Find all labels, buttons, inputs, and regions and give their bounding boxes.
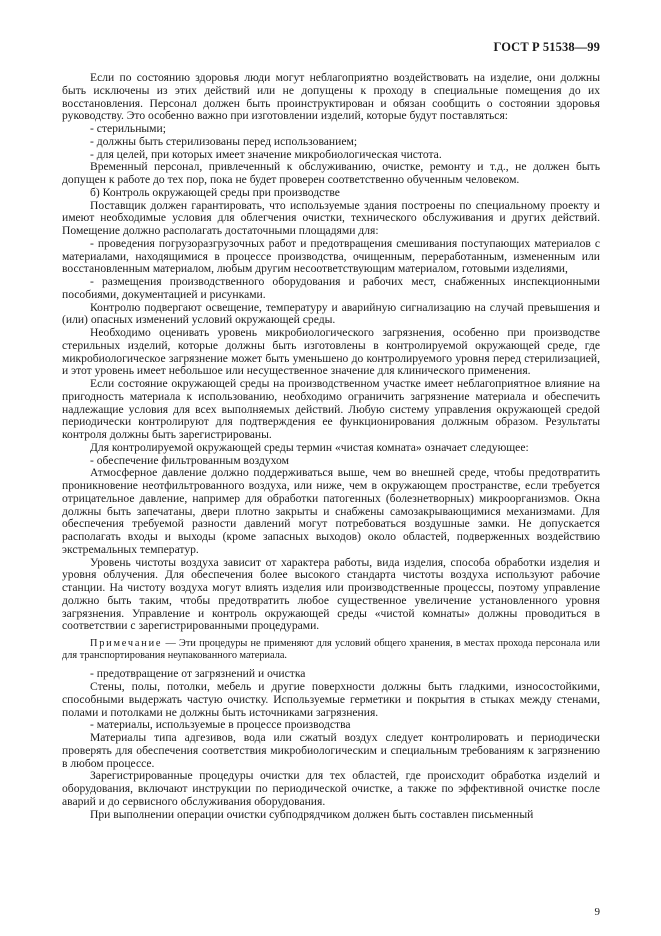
paragraph: Поставщик должен гарантировать, что используемые здания построены по специальному проекту и имеют необходимые условия для облегчения очистки, технического обслуживания и других действий. Помещение должно располагать достаточными площадями для: (62, 198, 600, 237)
paragraph: Уровень чистоты воздуха зависит от характера работы, вида изделия, способа обработки изделия и уровня облучения. Для обеспечения более высокого стандарта чистоты воздуха используют рабочие станции. На чистоту воздуха могут влиять изделия или производственные процессы, поэтому управление должно быть таким, чтобы предотвратить любое существенное увеличение установленного уровня загрязнения. Управление и контроль окружающей среды «чистой комнаты» должны проводиться в соответствии с зарегистрированными процедурами. (62, 555, 600, 633)
note (62, 638, 600, 662)
list-item: - для целей, при которых имеет значение микробиологическая чистота. (90, 147, 442, 161)
list-item: - материалы, используемые в процессе производства (90, 718, 351, 732)
paragraph: Необходимо оценивать уровень микробиологического загрязнения, особенно при производстве стерильных изделий, которые должны быть изготовлены в контролируемой окружающей среде, где микробиологическое загрязнение может быть уменьшено до контролируемого уровня перед стерилизацией, и этот уровень имеет небольшое или несущественное значение для клинического применения. (62, 326, 600, 378)
list-item: - обеспечение фильтрованным воздухом (90, 453, 289, 467)
page-body (62, 72, 600, 821)
paragraph: Если состояние окружающей среды на производственном участке имеет неблагоприятное влияние на пригодность материала к использованию, необходимо ограничить загрязнение материала и обеспечить надлежащие условия для всех выполняемых действий. Любую систему управления окружающей средой периодически контролируют для подтверждения ее функционирования должным образом. Результаты контроля должны быть зарегистрированы. (62, 377, 600, 441)
document-header: ГОСТ Р 51538—99 (493, 40, 600, 54)
paragraph: Для контролируемой окружающей среды термин «чистая комната» означает следующее: (90, 440, 529, 454)
list-item: - стерильными; (90, 122, 166, 135)
paragraph: Временный персонал, привлеченный к обслуживанию, очистке, ремонту и т.д., не должен быть допущен к работе до тех пор, пока не будет проверен соответственно обученным человеком. (62, 160, 600, 186)
page-number: 9 (594, 906, 600, 918)
list-item: - предотвращение от загрязнений и очистка (90, 667, 306, 681)
paragraph: Материалы типа адгезивов, вода или сжатый воздух следует контролировать и периодически проверять для обеспечения соответствия микробиологическим и специальным требованиям к загрязнению в любом процессе. (62, 731, 600, 770)
list-item: - проведения погрузоразгрузочных работ и предотвращения смешивания поступающих материалов с материалами, находящимися в процессе производства, очищенным, переработанным, измененным или восстановленным материалом, любым другим несоответствующим материалом, готовыми изделиями, (62, 236, 600, 276)
note-label: Примечание (90, 638, 163, 649)
paragraph: Атмосферное давление должно поддерживаться выше, чем во внешней среде, чтобы предотвратить проникновение неотфильтрованного воздуха, или ниже, чем в окружающем пространстве, если требуется отрицательное давление, например для обработки патогенных (болезнетворных) микроорганизмов. Окна должны быть запечатаны, двери плотно закрыты и снабжены самозакрывающимися механизмами. Для обеспечения требуемой разности давлений могут потребоваться воздушные замки. Не допускается располагать входы и выходы (кроме запасных выходов) около областей, подверженных воздействию экстремальных температур. (62, 466, 600, 556)
paragraph: При выполнении операции очистки субподрядчиком должен быть составлен письменный (90, 807, 534, 821)
paragraph: Контролю подвергают освещение, температуру и аварийную сигнализацию на случай превышения и (или) опасных изменений условий окружающей среды. (62, 300, 600, 327)
paragraph: Если по состоянию здоровья люди могут неблагоприятно воздействовать на изделие, они должны быть исключены из этих действий или не допущены к проходу в специальные помещения до их восстановления. Персонал должен быть проинструктирован и обязан сообщить о состоянии здоровья руководству. Это особенно важно при изготовлении изделий, которые будут поставляться: (62, 71, 600, 123)
list-item: - должны быть стерилизованы перед использованием; (90, 134, 358, 148)
paragraph: Зарегистрированные процедуры очистки для тех областей, где происходит обработка изделий и оборудования, включают инструкции по периодической очистке, а также по эффективной очистке после аварий и до сервисного обслуживания оборудования. (62, 769, 600, 808)
note-text: — Эти процедуры не применяют для условий общего хранения, в местах прохода персонала или для транспортирования неупакованного материала. (62, 638, 600, 662)
paragraph: Стены, полы, потолки, мебель и другие поверхности должны быть гладкими, износостойкими, способными выдержать частую очистку. Используемые герметики и покрытия в стыках между стенами, полами и потолками не должны быть источниками загрязнения. (62, 680, 600, 719)
document-page (62, 0, 600, 936)
section-heading: б) Контроль окружающей среды при производстве (90, 185, 340, 199)
list-item: - размещения производственного оборудования и рабочих мест, снабженных инспекционными пособиями, документацией и рисунками. (62, 275, 600, 301)
